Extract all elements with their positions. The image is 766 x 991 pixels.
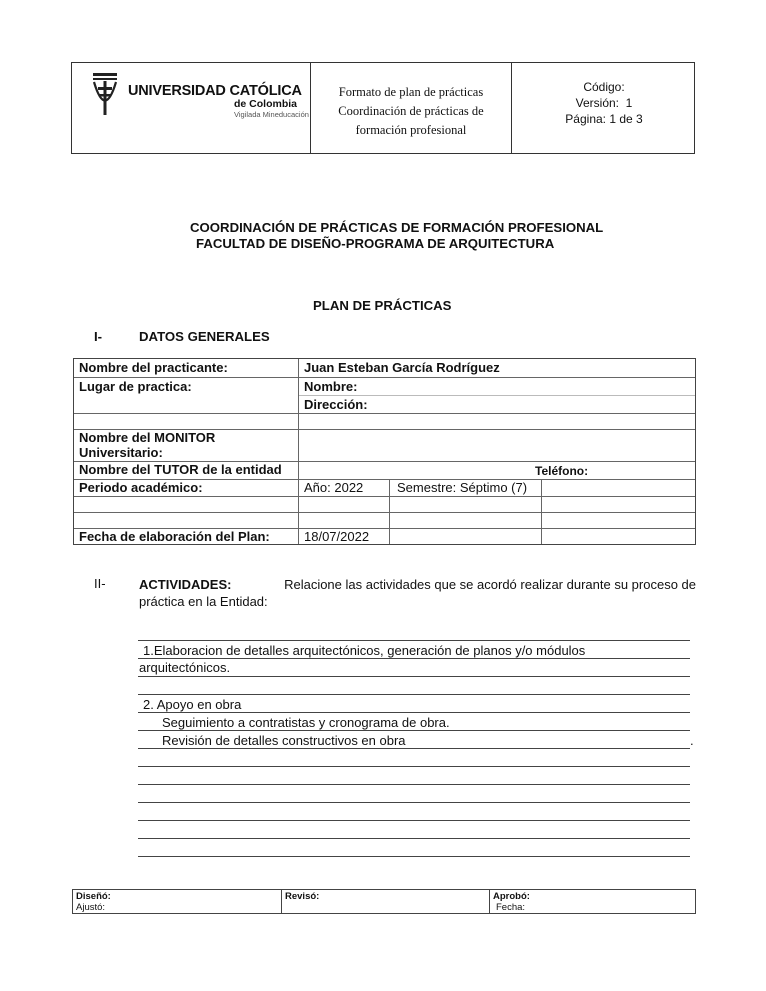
tutor-label: Nombre del TUTOR de la entidad <box>79 462 282 477</box>
section-1-heading: DATOS GENERALES <box>139 329 270 344</box>
activity-line <box>138 676 690 677</box>
reviso-label: Revisó: <box>285 891 320 902</box>
section-2-intro-line1: Relacione las actividades que se acordó realizar durante su proceso de <box>284 577 696 592</box>
section-2-heading: ACTIVIDADES: <box>139 577 232 592</box>
activity-2-item-2: Revisión de detalles constructivos en obra <box>162 733 406 748</box>
ajusto-label: Ajustó: <box>76 902 106 913</box>
monitor-label-line2: Universitario: <box>79 445 163 460</box>
footer-approval-cell <box>490 890 695 913</box>
university-motto: Vigilada Mineducación <box>234 110 309 119</box>
university-name: UNIVERSIDAD CATÓLICA <box>128 83 302 99</box>
activity-1-line2: arquitectónicos. <box>139 660 231 675</box>
direccion-label: Dirección: <box>304 397 368 412</box>
university-logo <box>88 71 309 121</box>
activity-1-line1: 1.Elaboracion de detalles arquitectónicos, generación de planos y/o módulos <box>143 643 586 658</box>
version-label: Versión: 1 <box>575 96 633 110</box>
fecha-elaboracion-label: Fecha de elaboración del Plan: <box>79 529 270 544</box>
format-line: formación profesional <box>355 123 467 137</box>
format-line: Coordinación de prácticas de <box>338 104 484 118</box>
activity-line <box>138 838 690 839</box>
activity-2-title: 2. Apoyo en obra <box>143 697 242 712</box>
activity-line <box>138 694 690 695</box>
logo-cell <box>72 63 311 153</box>
activity-line <box>138 802 690 803</box>
general-data-table <box>73 358 696 545</box>
practicante-label: Nombre del practicante: <box>79 360 228 375</box>
footer-design-cell <box>73 890 282 913</box>
activity-2-item-1: Seguimiento a contratistas y cronograma de obra. <box>162 715 450 730</box>
faculty-title: FACULTAD DE DISEÑO-PROGRAMA DE ARQUITECTURA <box>196 236 555 251</box>
coordination-title: COORDINACIÓN DE PRÁCTICAS DE FORMACIÓN PROFESIONAL <box>190 220 604 235</box>
university-subname: de Colombia <box>234 98 298 110</box>
activity-line <box>138 820 690 821</box>
code-label: Código: <box>583 80 625 94</box>
anio-value: Año: 2022 <box>304 480 364 495</box>
section-1-numeral: I- <box>94 329 103 344</box>
aprobo-label: Aprobó: <box>493 891 530 902</box>
activity-line <box>138 784 690 785</box>
document-header <box>71 62 695 154</box>
page-number-label: Página: 1 de 3 <box>565 112 643 126</box>
disenio-label: Diseñó: <box>76 891 111 902</box>
semestre-value: Semestre: Séptimo (7) <box>397 480 528 495</box>
approval-footer <box>72 889 696 914</box>
activity-2-item-2-end: . <box>690 733 694 748</box>
section-2-intro-line2: práctica en la Entidad: <box>139 594 268 609</box>
lugar-label: Lugar de practica: <box>79 379 192 394</box>
activity-line <box>138 640 690 641</box>
section-2-intro <box>139 576 696 610</box>
plan-title: PLAN DE PRÁCTICAS <box>313 298 452 313</box>
cross-emblem-icon <box>90 71 120 119</box>
document-control-cell <box>512 63 696 153</box>
activity-line <box>138 766 690 767</box>
periodo-label: Periodo académico: <box>79 480 203 495</box>
format-line: Formato de plan de prácticas <box>338 85 484 99</box>
monitor-label: Nombre del MONITOR <box>79 430 216 445</box>
activity-line <box>138 856 690 857</box>
nombre-label: Nombre: <box>304 379 358 394</box>
section-2-numeral: II- <box>94 576 106 591</box>
footer-review-cell <box>282 890 490 913</box>
fecha-elaboracion-value: 18/07/2022 <box>304 529 370 544</box>
format-title-cell <box>311 63 512 153</box>
fecha-label: Fecha: <box>496 902 526 913</box>
telefono-label: Teléfono: <box>535 464 589 478</box>
practicante-value: Juan Esteban García Rodríguez <box>304 360 500 375</box>
